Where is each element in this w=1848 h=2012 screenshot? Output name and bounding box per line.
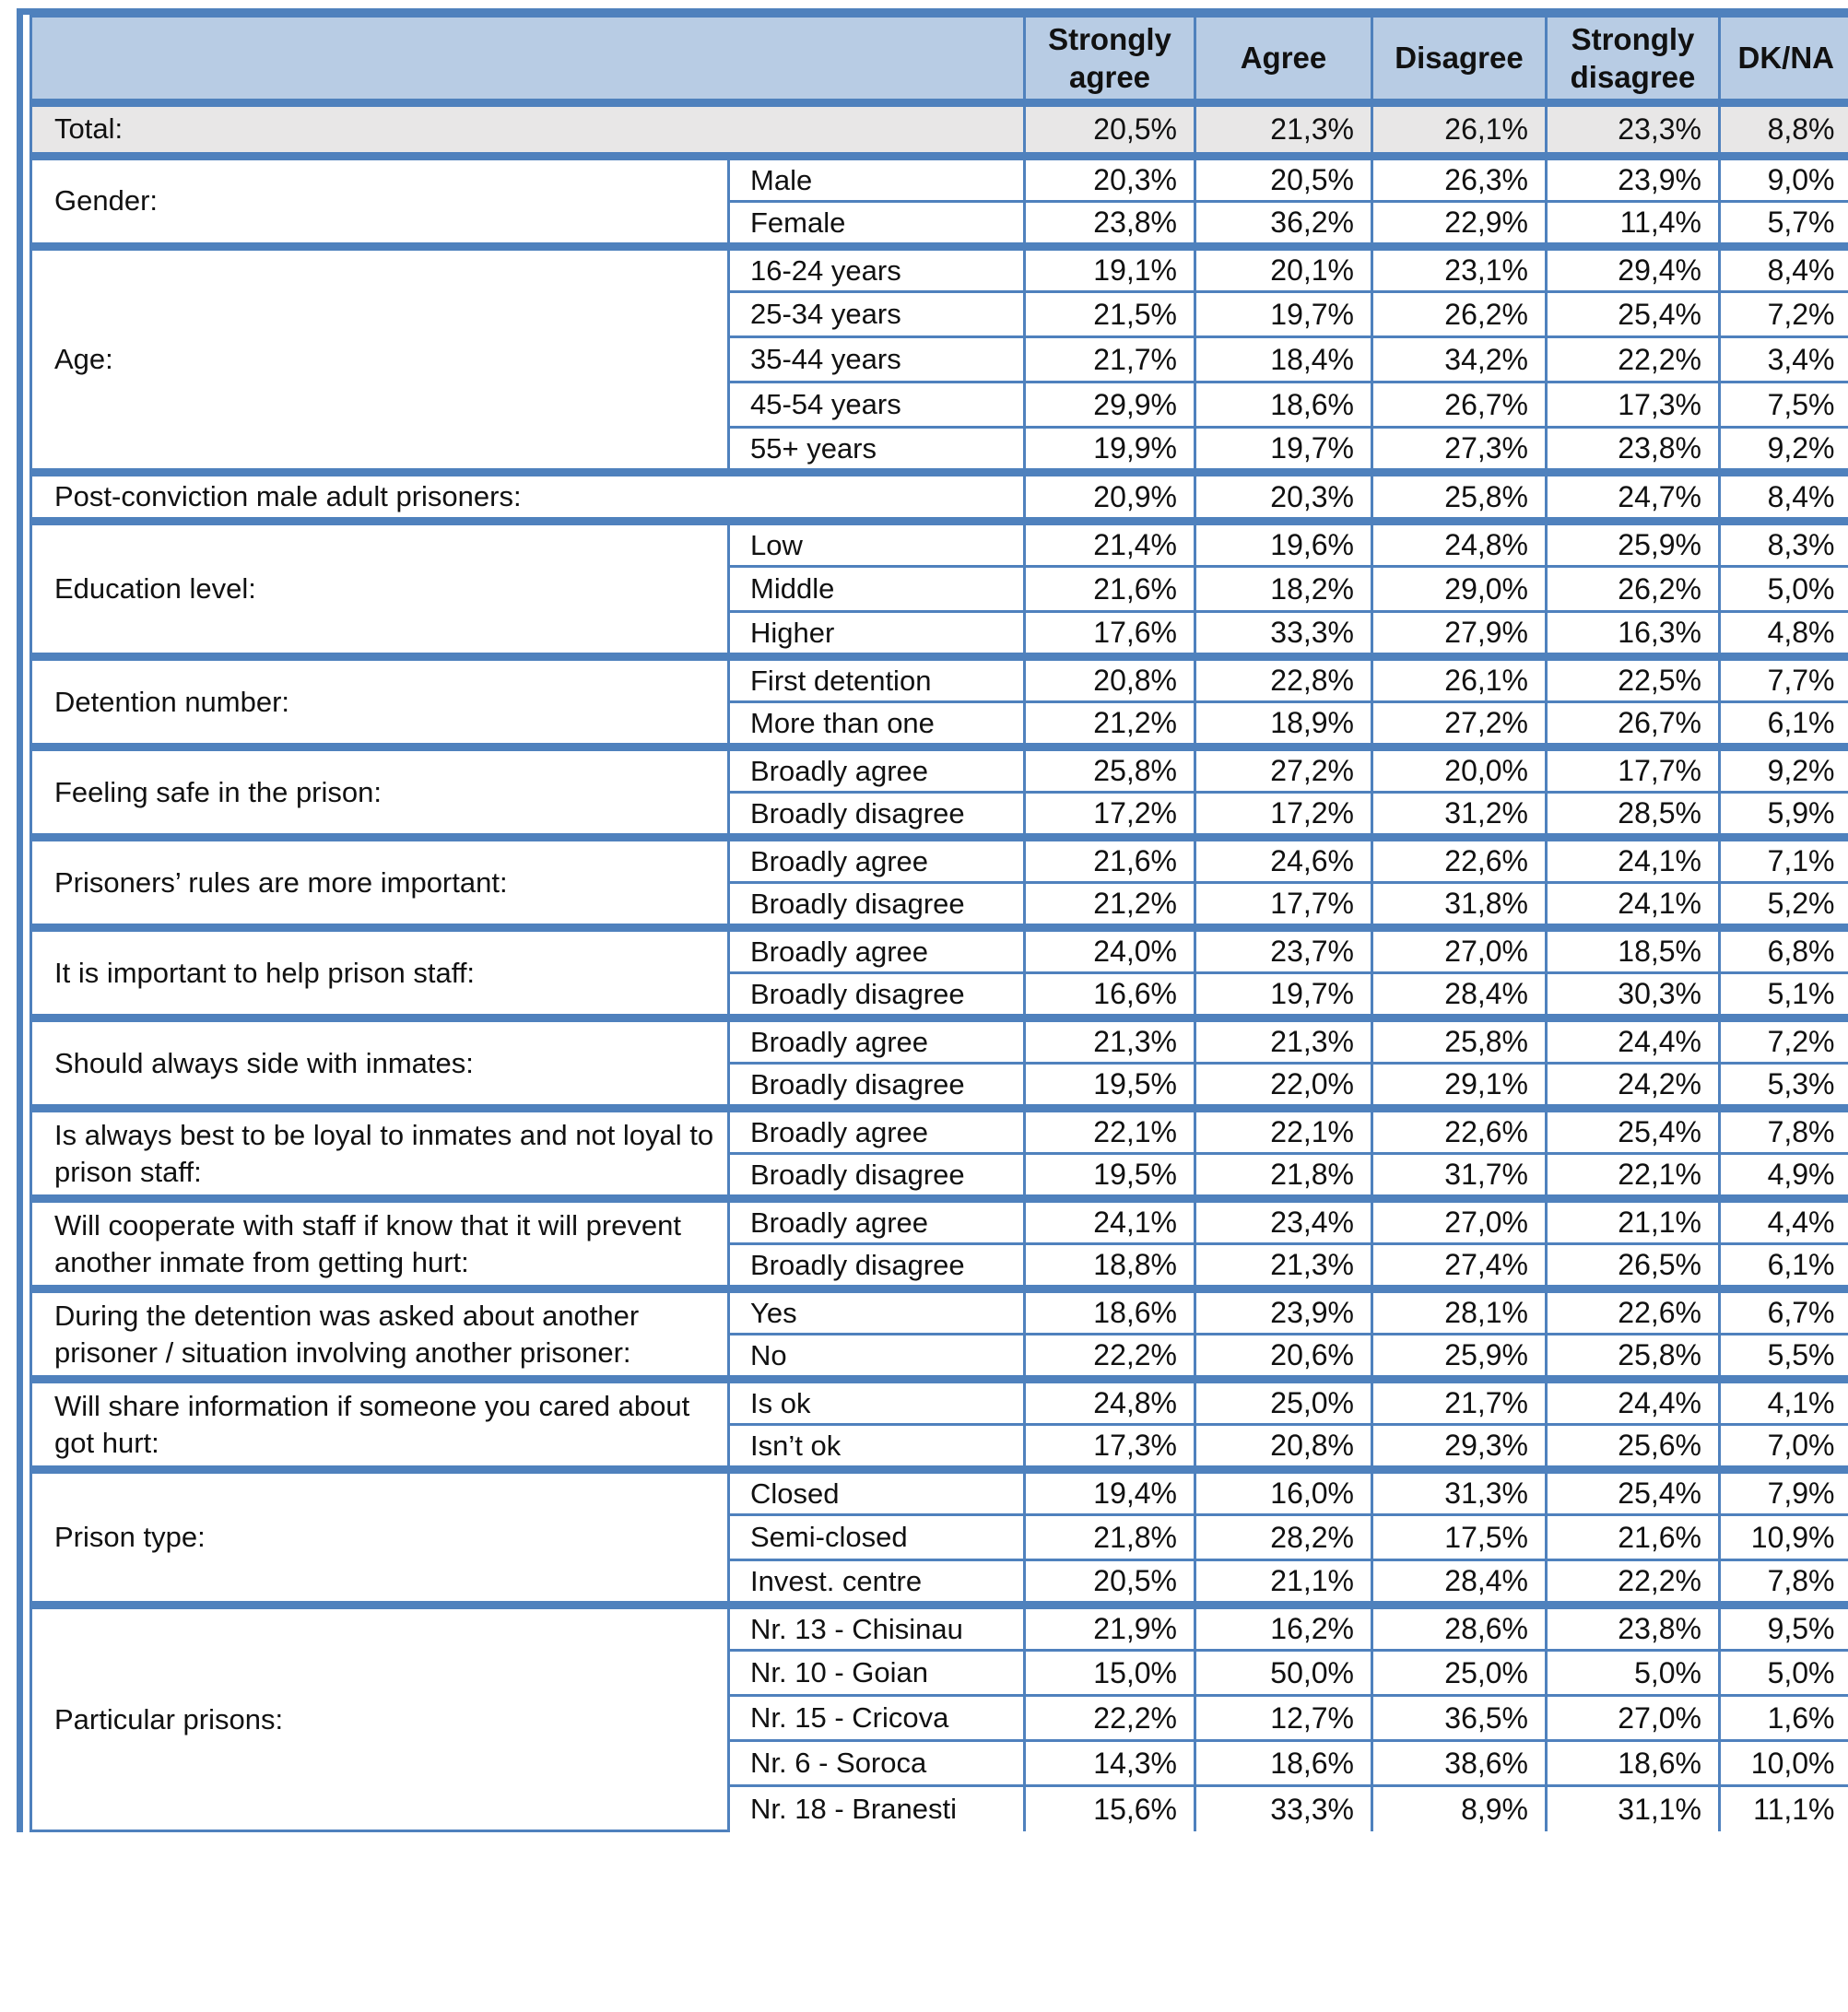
group-label-cell: Is always best to be loyal to inmates and not loyal to prison staff: <box>31 1109 729 1199</box>
row-sublabel-cell: Broadly disagree <box>729 883 1025 928</box>
table-row <box>31 838 1848 883</box>
value-cell: 7,9% <box>1720 1470 1848 1515</box>
value-cell: 19,5% <box>1025 1064 1195 1109</box>
value-cell: 17,5% <box>1372 1515 1547 1560</box>
value-cell: 18,4% <box>1195 337 1372 382</box>
row-sublabel-cell: Broadly disagree <box>729 1064 1025 1109</box>
total-value-cell: 20,5% <box>1025 103 1195 157</box>
value-cell: 33,3% <box>1195 1786 1372 1831</box>
value-cell: 22,1% <box>1547 1154 1720 1199</box>
header-corner-cell <box>31 17 1025 103</box>
value-cell: 23,1% <box>1372 247 1547 292</box>
value-cell: 25,6% <box>1547 1425 1720 1470</box>
table-header <box>31 17 1848 103</box>
value-cell: 7,1% <box>1720 838 1848 883</box>
row-sublabel-cell: Female <box>729 202 1025 247</box>
row-sublabel-cell: Nr. 18 - Branesti <box>729 1786 1025 1831</box>
value-cell: 18,8% <box>1025 1244 1195 1289</box>
row-sublabel-cell: 35-44 years <box>729 337 1025 382</box>
row-sublabel-cell: Nr. 10 - Goian <box>729 1651 1025 1696</box>
value-cell: 21,7% <box>1372 1380 1547 1425</box>
value-cell: 17,3% <box>1025 1425 1195 1470</box>
value-cell: 7,8% <box>1720 1109 1848 1154</box>
row-sublabel-cell: 25-34 years <box>729 292 1025 337</box>
value-cell: 21,3% <box>1195 1244 1372 1289</box>
value-cell: 4,1% <box>1720 1380 1848 1425</box>
value-cell: 24,0% <box>1025 928 1195 973</box>
value-cell: 9,5% <box>1720 1606 1848 1651</box>
table-row <box>31 657 1848 702</box>
value-cell: 22,2% <box>1025 1696 1195 1741</box>
value-cell: 7,2% <box>1720 292 1848 337</box>
table-body <box>31 103 1848 1831</box>
value-cell: 28,6% <box>1372 1606 1547 1651</box>
value-cell: 19,4% <box>1025 1470 1195 1515</box>
value-cell: 25,0% <box>1372 1651 1547 1696</box>
group-label-cell: During the detention was asked about another prisoner / situation involving another prisoner: <box>31 1289 729 1380</box>
value-cell: 20,6% <box>1195 1335 1372 1380</box>
row-sublabel-cell: Nr. 13 - Chisinau <box>729 1606 1025 1651</box>
value-cell: 21,8% <box>1195 1154 1372 1199</box>
value-cell: 5,5% <box>1720 1335 1848 1380</box>
row-sublabel-cell: Broadly agree <box>729 747 1025 793</box>
total-label: Total: <box>31 103 1025 157</box>
value-cell: 18,2% <box>1195 567 1372 612</box>
value-cell: 8,4% <box>1720 247 1848 292</box>
value-cell: 7,5% <box>1720 382 1848 428</box>
value-cell: 9,0% <box>1720 157 1848 202</box>
row-sublabel-cell: Closed <box>729 1470 1025 1515</box>
group-label-cell: Prisoners’ rules are more important: <box>31 838 729 928</box>
row-sublabel-cell: Broadly disagree <box>729 1244 1025 1289</box>
value-cell: 24,6% <box>1195 838 1372 883</box>
value-cell: 28,4% <box>1372 1560 1547 1606</box>
value-cell: 5,0% <box>1720 567 1848 612</box>
group-label-cell: Prison type: <box>31 1470 729 1606</box>
value-cell: 21,1% <box>1547 1199 1720 1244</box>
table-row <box>31 1606 1848 1651</box>
value-cell: 17,3% <box>1547 382 1720 428</box>
column-header: Agree <box>1195 17 1372 103</box>
value-cell: 23,8% <box>1547 428 1720 473</box>
total-value-cell: 21,3% <box>1195 103 1372 157</box>
value-cell: 25,4% <box>1547 1470 1720 1515</box>
value-cell: 7,8% <box>1720 1560 1848 1606</box>
value-cell: 21,6% <box>1547 1515 1720 1560</box>
column-header: DK/NA <box>1720 17 1848 103</box>
value-cell: 25,9% <box>1372 1335 1547 1380</box>
value-cell: 5,2% <box>1720 883 1848 928</box>
value-cell: 29,3% <box>1372 1425 1547 1470</box>
value-cell: 26,3% <box>1372 157 1547 202</box>
value-cell: 24,1% <box>1547 838 1720 883</box>
value-cell: 22,2% <box>1025 1335 1195 1380</box>
value-cell: 27,9% <box>1372 612 1547 657</box>
value-cell: 19,7% <box>1195 292 1372 337</box>
value-cell: 25,8% <box>1547 1335 1720 1380</box>
value-cell: 16,0% <box>1195 1470 1372 1515</box>
column-header: Strongly disagree <box>1547 17 1720 103</box>
column-header: Strongly agree <box>1025 17 1195 103</box>
group-label-cell: Will cooperate with staff if know that it will prevent another inmate from getting hurt: <box>31 1199 729 1289</box>
row-sublabel-cell: Middle <box>729 567 1025 612</box>
value-cell: 1,6% <box>1720 1696 1848 1741</box>
value-cell: 22,5% <box>1547 657 1720 702</box>
value-cell: 5,1% <box>1720 973 1848 1018</box>
value-cell: 5,7% <box>1720 202 1848 247</box>
group-label-cell: It is important to help prison staff: <box>31 928 729 1018</box>
value-cell: 9,2% <box>1720 747 1848 793</box>
value-cell: 22,8% <box>1195 657 1372 702</box>
value-cell: 7,2% <box>1720 1018 1848 1064</box>
value-cell: 36,5% <box>1372 1696 1547 1741</box>
value-cell: 21,3% <box>1195 1018 1372 1064</box>
value-cell: 20,8% <box>1195 1425 1372 1470</box>
table-row <box>31 522 1848 567</box>
group-label-cell: Post-conviction male adult prisoners: <box>31 473 1025 522</box>
survey-table-frame <box>17 8 1848 1832</box>
header-row <box>31 17 1848 103</box>
value-cell: 21,6% <box>1025 838 1195 883</box>
value-cell: 4,9% <box>1720 1154 1848 1199</box>
group-label-cell: Detention number: <box>31 657 729 747</box>
value-cell: 21,5% <box>1025 292 1195 337</box>
value-cell: 29,9% <box>1025 382 1195 428</box>
value-cell: 8,4% <box>1720 473 1848 522</box>
group-label-cell: Gender: <box>31 157 729 247</box>
value-cell: 17,6% <box>1025 612 1195 657</box>
value-cell: 28,2% <box>1195 1515 1372 1560</box>
table-row <box>31 1380 1848 1425</box>
value-cell: 27,0% <box>1372 1199 1547 1244</box>
value-cell: 3,4% <box>1720 337 1848 382</box>
value-cell: 18,6% <box>1195 382 1372 428</box>
value-cell: 22,1% <box>1025 1109 1195 1154</box>
value-cell: 27,4% <box>1372 1244 1547 1289</box>
value-cell: 24,2% <box>1547 1064 1720 1109</box>
row-sublabel-cell: Broadly disagree <box>729 973 1025 1018</box>
value-cell: 20,5% <box>1025 1560 1195 1606</box>
row-sublabel-cell: Nr. 15 - Cricova <box>729 1696 1025 1741</box>
table-row <box>31 747 1848 793</box>
value-cell: 17,2% <box>1195 793 1372 838</box>
row-sublabel-cell: Invest. centre <box>729 1560 1025 1606</box>
row-sublabel-cell: Broadly agree <box>729 1018 1025 1064</box>
value-cell: 25,4% <box>1547 1109 1720 1154</box>
value-cell: 27,3% <box>1372 428 1547 473</box>
value-cell: 24,7% <box>1547 473 1720 522</box>
value-cell: 9,2% <box>1720 428 1848 473</box>
group-label-cell: Will share information if someone you cared about got hurt: <box>31 1380 729 1470</box>
value-cell: 29,4% <box>1547 247 1720 292</box>
value-cell: 22,9% <box>1372 202 1547 247</box>
value-cell: 21,8% <box>1025 1515 1195 1560</box>
value-cell: 19,7% <box>1195 973 1372 1018</box>
value-cell: 27,0% <box>1372 928 1547 973</box>
row-sublabel-cell: Yes <box>729 1289 1025 1335</box>
value-cell: 5,3% <box>1720 1064 1848 1109</box>
value-cell: 22,0% <box>1195 1064 1372 1109</box>
value-cell: 27,0% <box>1547 1696 1720 1741</box>
value-cell: 23,9% <box>1547 157 1720 202</box>
value-cell: 24,1% <box>1547 883 1720 928</box>
value-cell: 16,2% <box>1195 1606 1372 1651</box>
value-cell: 21,7% <box>1025 337 1195 382</box>
row-sublabel-cell: Broadly agree <box>729 838 1025 883</box>
value-cell: 4,4% <box>1720 1199 1848 1244</box>
table-row <box>31 1018 1848 1064</box>
value-cell: 7,7% <box>1720 657 1848 702</box>
value-cell: 6,1% <box>1720 702 1848 747</box>
value-cell: 20,5% <box>1195 157 1372 202</box>
total-value-cell: 26,1% <box>1372 103 1547 157</box>
value-cell: 20,8% <box>1025 657 1195 702</box>
value-cell: 11,1% <box>1720 1786 1848 1831</box>
table-row <box>31 1199 1848 1244</box>
value-cell: 28,1% <box>1372 1289 1547 1335</box>
value-cell: 18,6% <box>1195 1741 1372 1786</box>
value-cell: 7,0% <box>1720 1425 1848 1470</box>
row-sublabel-cell: No <box>729 1335 1025 1380</box>
value-cell: 18,6% <box>1025 1289 1195 1335</box>
value-cell: 24,8% <box>1372 522 1547 567</box>
value-cell: 17,2% <box>1025 793 1195 838</box>
row-sublabel-cell: 55+ years <box>729 428 1025 473</box>
value-cell: 18,9% <box>1195 702 1372 747</box>
value-cell: 20,0% <box>1372 747 1547 793</box>
value-cell: 16,6% <box>1025 973 1195 1018</box>
value-cell: 30,3% <box>1547 973 1720 1018</box>
row-sublabel-cell: 45-54 years <box>729 382 1025 428</box>
value-cell: 29,0% <box>1372 567 1547 612</box>
value-cell: 19,1% <box>1025 247 1195 292</box>
table-row <box>31 1109 1848 1154</box>
row-sublabel-cell: Male <box>729 157 1025 202</box>
value-cell: 5,0% <box>1547 1651 1720 1696</box>
value-cell: 20,3% <box>1195 473 1372 522</box>
column-header: Disagree <box>1372 17 1547 103</box>
value-cell: 8,3% <box>1720 522 1848 567</box>
table-row <box>31 1289 1848 1335</box>
value-cell: 26,7% <box>1372 382 1547 428</box>
row-sublabel-cell: Nr. 6 - Soroca <box>729 1741 1025 1786</box>
value-cell: 25,9% <box>1547 522 1720 567</box>
value-cell: 21,3% <box>1025 1018 1195 1064</box>
row-sublabel-cell: Isn’t ok <box>729 1425 1025 1470</box>
table-row <box>31 157 1848 202</box>
value-cell: 17,7% <box>1547 747 1720 793</box>
group-label-cell: Education level: <box>31 522 729 657</box>
total-value-cell: 23,3% <box>1547 103 1720 157</box>
group-label-cell: Should always side with inmates: <box>31 1018 729 1109</box>
value-cell: 14,3% <box>1025 1741 1195 1786</box>
value-cell: 23,8% <box>1025 202 1195 247</box>
value-cell: 10,0% <box>1720 1741 1848 1786</box>
row-sublabel-cell: More than one <box>729 702 1025 747</box>
value-cell: 50,0% <box>1195 1651 1372 1696</box>
value-cell: 28,5% <box>1547 793 1720 838</box>
row-sublabel-cell: First detention <box>729 657 1025 702</box>
row-sublabel-cell: Semi-closed <box>729 1515 1025 1560</box>
table-row <box>31 473 1848 522</box>
value-cell: 24,1% <box>1025 1199 1195 1244</box>
value-cell: 6,7% <box>1720 1289 1848 1335</box>
group-label-cell: Particular prisons: <box>31 1606 729 1831</box>
value-cell: 22,6% <box>1372 838 1547 883</box>
group-label-cell: Feeling safe in the prison: <box>31 747 729 838</box>
value-cell: 20,3% <box>1025 157 1195 202</box>
value-cell: 25,0% <box>1195 1380 1372 1425</box>
value-cell: 24,8% <box>1025 1380 1195 1425</box>
value-cell: 8,9% <box>1372 1786 1547 1831</box>
value-cell: 24,4% <box>1547 1018 1720 1064</box>
value-cell: 19,9% <box>1025 428 1195 473</box>
value-cell: 6,8% <box>1720 928 1848 973</box>
value-cell: 15,0% <box>1025 1651 1195 1696</box>
value-cell: 18,5% <box>1547 928 1720 973</box>
value-cell: 24,4% <box>1547 1380 1720 1425</box>
value-cell: 34,2% <box>1372 337 1547 382</box>
value-cell: 6,1% <box>1720 1244 1848 1289</box>
total-row <box>31 103 1848 157</box>
value-cell: 19,7% <box>1195 428 1372 473</box>
total-value-cell: 8,8% <box>1720 103 1848 157</box>
value-cell: 27,2% <box>1195 747 1372 793</box>
value-cell: 25,8% <box>1025 747 1195 793</box>
value-cell: 20,9% <box>1025 473 1195 522</box>
value-cell: 33,3% <box>1195 612 1372 657</box>
value-cell: 22,2% <box>1547 337 1720 382</box>
row-sublabel-cell: Higher <box>729 612 1025 657</box>
row-sublabel-cell: Broadly disagree <box>729 793 1025 838</box>
value-cell: 25,8% <box>1372 473 1547 522</box>
row-sublabel-cell: Low <box>729 522 1025 567</box>
table-row <box>31 1470 1848 1515</box>
value-cell: 18,6% <box>1547 1741 1720 1786</box>
value-cell: 15,6% <box>1025 1786 1195 1831</box>
value-cell: 31,8% <box>1372 883 1547 928</box>
value-cell: 23,8% <box>1547 1606 1720 1651</box>
value-cell: 4,8% <box>1720 612 1848 657</box>
value-cell: 21,2% <box>1025 702 1195 747</box>
value-cell: 31,7% <box>1372 1154 1547 1199</box>
value-cell: 19,6% <box>1195 522 1372 567</box>
value-cell: 5,9% <box>1720 793 1848 838</box>
table-row <box>31 247 1848 292</box>
value-cell: 22,2% <box>1547 1560 1720 1606</box>
value-cell: 31,3% <box>1372 1470 1547 1515</box>
value-cell: 20,1% <box>1195 247 1372 292</box>
group-label-cell: Age: <box>31 247 729 473</box>
value-cell: 27,2% <box>1372 702 1547 747</box>
value-cell: 21,6% <box>1025 567 1195 612</box>
value-cell: 26,5% <box>1547 1244 1720 1289</box>
value-cell: 21,1% <box>1195 1560 1372 1606</box>
value-cell: 25,8% <box>1372 1018 1547 1064</box>
value-cell: 23,9% <box>1195 1289 1372 1335</box>
value-cell: 21,2% <box>1025 883 1195 928</box>
value-cell: 26,7% <box>1547 702 1720 747</box>
value-cell: 25,4% <box>1547 292 1720 337</box>
value-cell: 26,2% <box>1372 292 1547 337</box>
row-sublabel-cell: Broadly agree <box>729 1199 1025 1244</box>
value-cell: 11,4% <box>1547 202 1720 247</box>
value-cell: 23,7% <box>1195 928 1372 973</box>
row-sublabel-cell: Broadly agree <box>729 1109 1025 1154</box>
row-sublabel-cell: Broadly agree <box>729 928 1025 973</box>
value-cell: 31,1% <box>1547 1786 1720 1831</box>
row-sublabel-cell: 16-24 years <box>729 247 1025 292</box>
value-cell: 22,6% <box>1547 1289 1720 1335</box>
value-cell: 38,6% <box>1372 1741 1547 1786</box>
value-cell: 19,5% <box>1025 1154 1195 1199</box>
value-cell: 21,9% <box>1025 1606 1195 1651</box>
table-row <box>31 928 1848 973</box>
value-cell: 23,4% <box>1195 1199 1372 1244</box>
value-cell: 28,4% <box>1372 973 1547 1018</box>
value-cell: 10,9% <box>1720 1515 1848 1560</box>
value-cell: 22,1% <box>1195 1109 1372 1154</box>
value-cell: 31,2% <box>1372 793 1547 838</box>
value-cell: 17,7% <box>1195 883 1372 928</box>
row-sublabel-cell: Is ok <box>729 1380 1025 1425</box>
value-cell: 29,1% <box>1372 1064 1547 1109</box>
value-cell: 22,6% <box>1372 1109 1547 1154</box>
value-cell: 5,0% <box>1720 1651 1848 1696</box>
value-cell: 36,2% <box>1195 202 1372 247</box>
value-cell: 26,1% <box>1372 657 1547 702</box>
value-cell: 12,7% <box>1195 1696 1372 1741</box>
value-cell: 16,3% <box>1547 612 1720 657</box>
value-cell: 26,2% <box>1547 567 1720 612</box>
row-sublabel-cell: Broadly disagree <box>729 1154 1025 1199</box>
value-cell: 21,4% <box>1025 522 1195 567</box>
survey-results-table <box>29 15 1848 1832</box>
